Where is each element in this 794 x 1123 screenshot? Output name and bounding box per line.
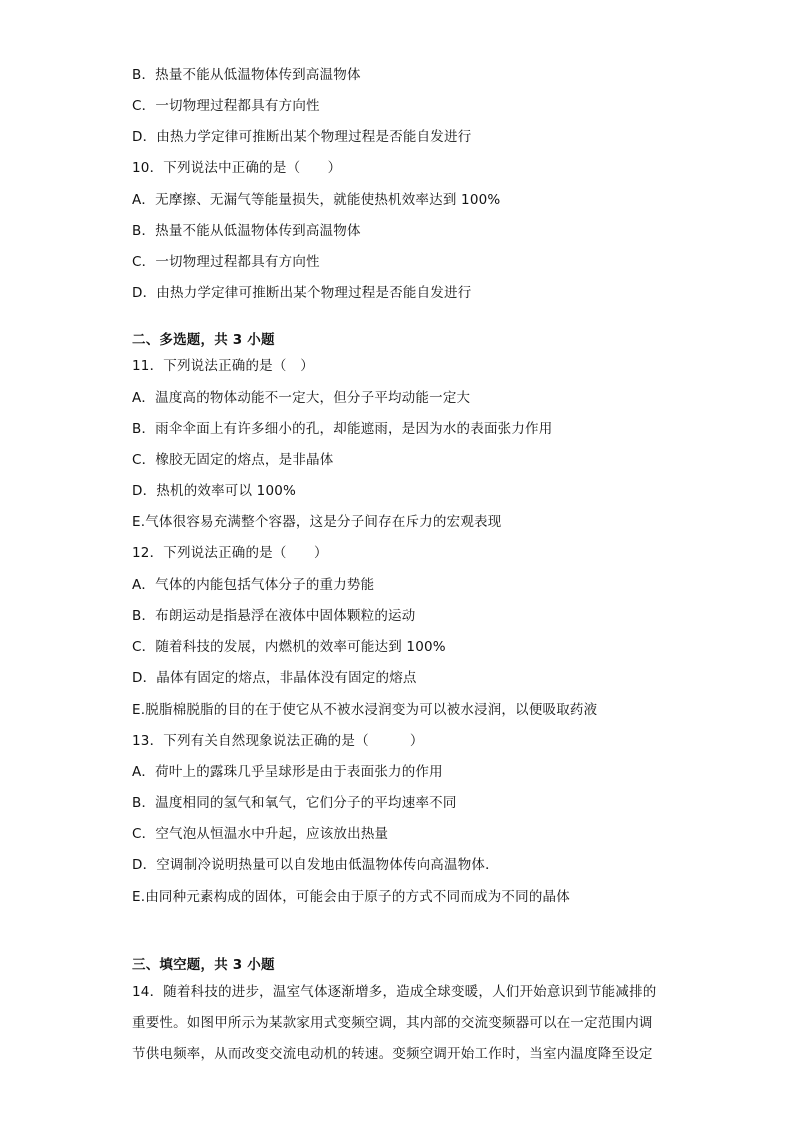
q13-option-b: B．温度相同的氢气和氧气，它们分子的平均速率不同 [132,795,457,811]
section-fill-in-title: 三、填空题，共 3 小题 [132,957,275,973]
q12-option-e: E.脱脂棉脱脂的目的在于使它从不被水浸润变为可以被水浸润，以便吸取药液 [132,702,598,718]
q10-stem: 10．下列说法中正确的是（ ） [132,160,342,176]
q9-option-c: C．一切物理过程都具有方向性 [132,98,320,114]
q14-text-line-3: 节供电频率，从而改变交流电动机的转速。变频空调开始工作时，当室内温度降至设定 [132,1046,653,1062]
q11-option-c: C．橡胶无固定的熔点，是非晶体 [132,452,334,468]
section-multiple-choice-title: 二、多选题，共 3 小题 [132,332,275,348]
q13-option-d: D．空调制冷说明热量可以自发地由低温物体传向高温物体． [132,857,499,873]
q11-option-d: D．热机的效率可以 100% [132,483,297,499]
q13-option-c: C．空气泡从恒温水中升起，应该放出热量 [132,826,389,842]
q11-option-e: E.气体很容易充满整个容器，这是分子间存在斥力的宏观表现 [132,514,502,530]
q10-option-c: C．一切物理过程都具有方向性 [132,254,320,270]
q9-option-b: B．热量不能从低温物体传到高温物体 [132,67,361,83]
q12-option-c: C．随着科技的发展，内燃机的效率可能达到 100% [132,639,446,655]
q13-stem: 13．下列有关自然现象说法正确的是（ ） [132,733,424,749]
q12-stem: 12．下列说法正确的是（ ） [132,545,328,561]
q11-stem: 11．下列说法正确的是（ ） [132,358,314,374]
q13-option-a: A．荷叶上的露珠几乎呈球形是由于表面张力的作用 [132,764,443,780]
q12-option-d: D．晶体有固定的熔点，非晶体没有固定的熔点 [132,670,417,686]
q14-text-line-2: 重要性。如图甲所示为某款家用式变频空调，其内部的交流变频器可以在一定范围内调 [132,1015,653,1031]
q13-option-e: E.由同种元素构成的固体，可能会由于原子的方式不同而成为不同的晶体 [132,889,570,905]
q12-option-a: A．气体的内能包括气体分子的重力势能 [132,577,375,593]
q11-option-a: A．温度高的物体动能不一定大，但分子平均动能一定大 [132,390,471,406]
q9-option-d: D．由热力学定律可推断出某个物理过程是否能自发进行 [132,129,472,145]
q14-text-line-1: 14．随着科技的进步，温室气体逐渐增多，造成全球变暖，人们开始意识到节能减排的 [132,984,657,1000]
q12-option-b: B．布朗运动是指悬浮在液体中固体颗粒的运动 [132,608,416,624]
q10-option-a: A．无摩擦、无漏气等能量损失，就能使热机效率达到 100% [132,192,501,208]
q10-option-d: D．由热力学定律可推断出某个物理过程是否能自发进行 [132,285,472,301]
q10-option-b: B．热量不能从低温物体传到高温物体 [132,223,361,239]
q11-option-b: B．雨伞伞面上有许多细小的孔，却能遮雨，是因为水的表面张力作用 [132,421,553,437]
